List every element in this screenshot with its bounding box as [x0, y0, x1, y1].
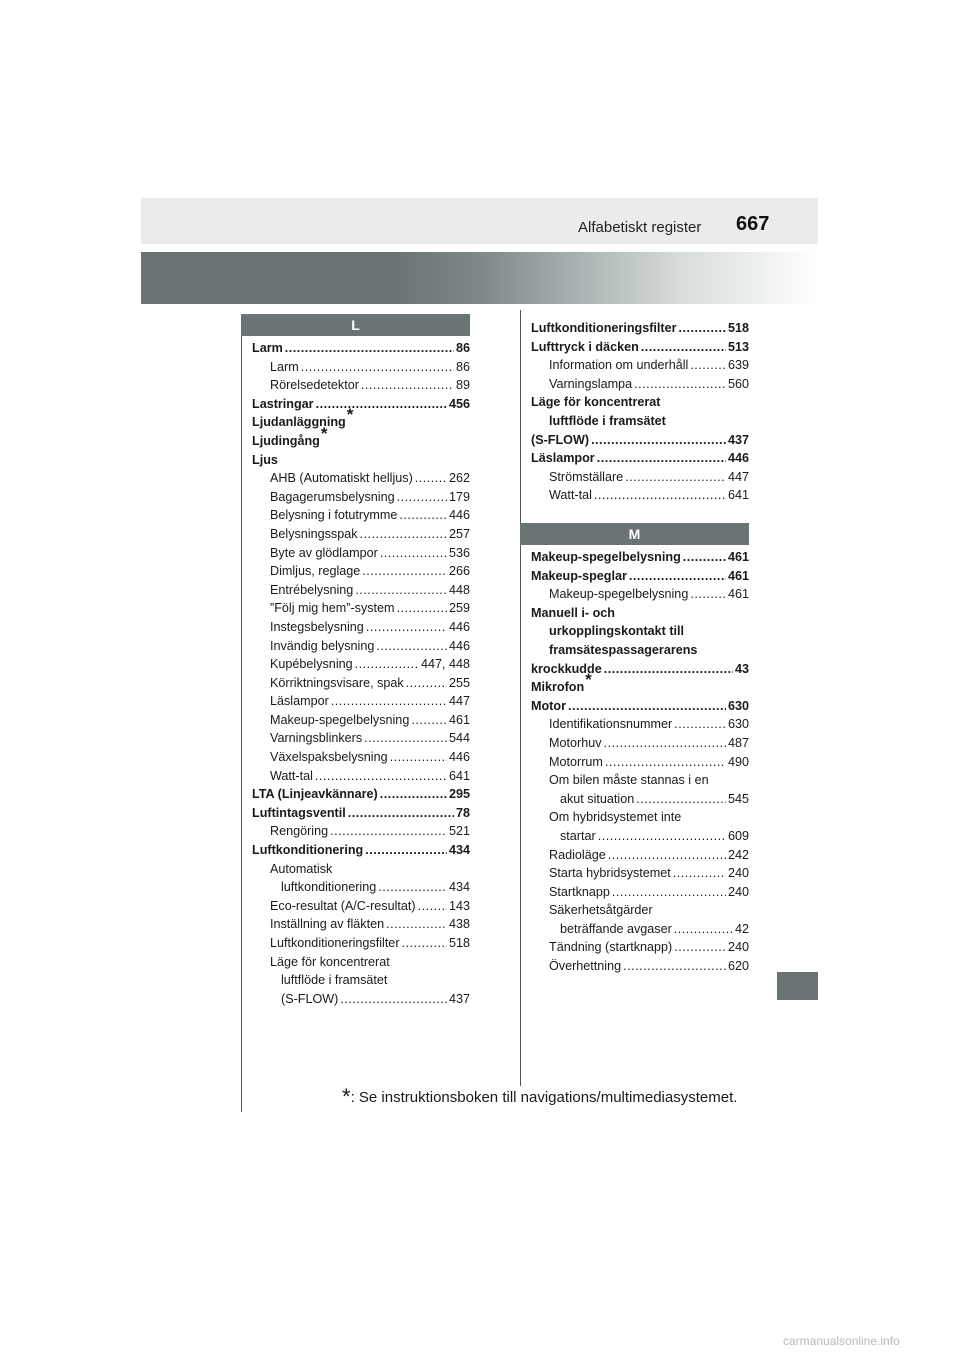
leader-dots	[348, 804, 454, 823]
index-entry	[531, 938, 749, 957]
leader-dots	[634, 375, 726, 394]
index-entry	[252, 506, 470, 525]
footnote	[342, 1082, 737, 1108]
index-entry	[531, 697, 749, 716]
index-entry	[252, 841, 470, 860]
leader-dots	[397, 599, 447, 618]
leader-dots	[568, 697, 726, 716]
leader-dots	[690, 356, 726, 375]
entry-page: 620	[727, 959, 749, 974]
entry-label: Information om underhåll	[549, 358, 689, 373]
leader-dots	[415, 469, 447, 488]
leader-dots	[623, 957, 726, 976]
index-entry	[252, 544, 470, 563]
entry-page: 487	[727, 735, 749, 750]
decorative-gradient-band	[141, 252, 818, 304]
column-divider-middle	[520, 310, 521, 1086]
index-entry	[252, 990, 470, 1009]
entry-label: Mikrofon	[531, 680, 585, 695]
entry-page: 78	[455, 805, 470, 820]
entry-label: Varningslampa	[549, 376, 633, 391]
entry-page: 560	[727, 376, 749, 391]
leader-dots	[378, 878, 447, 897]
entry-label: Ljudingång	[252, 433, 320, 448]
index-entry-text: Ljus	[252, 452, 278, 467]
entry-label: Luftkonditioneringsfilter	[270, 936, 400, 950]
index-entry	[252, 822, 470, 841]
index-entry	[531, 431, 749, 450]
index-entry	[252, 488, 470, 507]
entry-page: 86	[455, 341, 470, 355]
leader-dots	[330, 822, 447, 841]
page-number: 667	[736, 213, 770, 235]
entry-page: 544	[448, 731, 470, 746]
index-entry	[531, 920, 749, 939]
entry-label: Motor	[531, 698, 566, 713]
entry-page: 259	[448, 601, 470, 616]
index-entry	[531, 449, 749, 468]
leader-dots	[641, 338, 726, 357]
entry-label: Tändning (startknapp)	[549, 940, 673, 955]
watermark: carmanualsonline.info	[783, 1334, 900, 1348]
index-entry	[531, 375, 749, 394]
entry-page: 447	[448, 694, 470, 709]
index-entry	[531, 548, 749, 567]
index-entry	[252, 729, 470, 748]
index-entry	[531, 715, 749, 734]
entry-page: 536	[448, 545, 470, 560]
entry-page: 266	[448, 564, 470, 579]
entry-page: 446	[448, 638, 470, 653]
index-entry	[531, 827, 749, 846]
footnote-star-marker: *	[320, 423, 328, 443]
leader-dots	[380, 785, 447, 804]
entry-page: 240	[727, 866, 749, 881]
index-entry	[531, 790, 749, 809]
entry-page: 461	[727, 568, 749, 583]
leader-dots	[355, 581, 447, 600]
leader-dots	[605, 753, 726, 772]
entry-label: Eco-resultat (A/C-resultat)	[270, 898, 416, 913]
leader-dots	[366, 618, 447, 637]
index-column-right-l	[531, 319, 749, 505]
entry-label: Identifikationsnummer	[549, 717, 673, 732]
leader-dots	[597, 449, 726, 468]
index-column-left	[252, 339, 470, 1008]
entry-label: Entrébelysning	[270, 582, 354, 597]
leader-dots	[636, 790, 726, 809]
index-entry-text: framsätespassagerarens	[549, 642, 698, 657]
index-entry	[252, 934, 470, 953]
entry-label: Växelspaksbelysning	[270, 750, 388, 765]
leader-dots	[355, 655, 419, 674]
entry-page: 89	[455, 378, 470, 393]
entry-page: 242	[727, 847, 749, 862]
entry-page: 446	[448, 508, 470, 523]
entry-label: Startknapp	[549, 884, 610, 899]
entry-page: 461	[448, 712, 470, 727]
entry-label: Dimljus, reglage	[270, 564, 361, 579]
entry-label: beträffande avgaser	[560, 921, 672, 936]
leader-dots	[316, 395, 447, 414]
entry-page: 641	[727, 488, 749, 503]
header-band	[141, 198, 818, 244]
entry-page: 630	[727, 698, 749, 713]
index-entry	[531, 338, 749, 357]
index-entry	[252, 748, 470, 767]
index-entry-text: Läge för koncentrerat	[270, 954, 390, 969]
entry-label: (S-FLOW)	[531, 432, 590, 447]
index-entry	[531, 734, 749, 753]
leader-dots	[285, 339, 454, 358]
entry-page: 257	[448, 526, 470, 541]
entry-label: Körriktningsvisare, spak	[270, 675, 404, 690]
entry-page: 641	[448, 768, 470, 783]
index-entry-text: Läge för koncentrerat	[531, 395, 661, 410]
entry-label: Rörelsedetektor	[270, 378, 359, 393]
index-entry	[252, 692, 470, 711]
entry-label: Instegsbelysning	[270, 619, 364, 634]
entry-label: (S-FLOW)	[281, 991, 339, 1006]
leader-dots	[365, 841, 447, 860]
entry-page: 639	[727, 358, 749, 373]
index-entry	[252, 767, 470, 786]
entry-page: 513	[727, 339, 749, 354]
entry-label: LTA (Linjeavkännare)	[252, 787, 378, 802]
leader-dots	[386, 915, 447, 934]
entry-page: 518	[727, 321, 749, 335]
entry-page: 437	[727, 432, 749, 447]
leader-dots	[604, 660, 733, 679]
leader-dots	[380, 544, 447, 563]
index-entry	[252, 878, 470, 897]
index-entry	[252, 358, 470, 377]
entry-label: Invändig belysning	[270, 638, 375, 653]
entry-page: 545	[727, 791, 749, 806]
entry-label: Lufttryck i däcken	[531, 339, 639, 354]
entry-label: Rengöring	[270, 824, 329, 839]
leader-dots	[418, 897, 447, 916]
entry-label: Byte av glödlampor	[270, 545, 378, 560]
entry-page: 447, 448	[420, 657, 470, 672]
entry-page: 434	[448, 843, 470, 858]
index-entry	[531, 753, 749, 772]
entry-label: Luftkonditioneringsfilter	[531, 321, 677, 335]
index-entry	[252, 785, 470, 804]
leader-dots	[301, 358, 454, 377]
entry-label: Watt-tal	[549, 488, 592, 503]
leader-dots	[598, 827, 726, 846]
entry-label: Inställning av fläkten	[270, 917, 385, 932]
entry-page: 255	[448, 675, 470, 690]
entry-label: Motorrum	[549, 754, 603, 769]
index-entry-text: Om bilen måste stannas i en	[549, 773, 709, 788]
index-entry	[252, 897, 470, 916]
leader-dots	[361, 376, 454, 395]
index-entry	[531, 660, 749, 679]
index-entry	[252, 804, 470, 823]
index-entry	[531, 567, 749, 586]
entry-page: 438	[448, 917, 470, 932]
section-header-l: L	[241, 314, 470, 336]
entry-page: 609	[727, 828, 749, 843]
entry-label: Belysningsspak	[270, 526, 358, 541]
leader-dots	[399, 506, 447, 525]
index-entry	[531, 319, 749, 338]
leader-dots	[679, 319, 726, 338]
entry-page: 446	[448, 750, 470, 765]
leader-dots	[604, 734, 726, 753]
index-entry	[531, 883, 749, 902]
index-entry	[252, 637, 470, 656]
entry-label: Motorhuv	[549, 735, 602, 750]
entry-page: 446	[448, 619, 470, 634]
leader-dots	[340, 990, 447, 1009]
entry-label: Läslampor	[270, 694, 329, 709]
entry-label: Lastringar	[252, 396, 314, 411]
section-header-m: M	[520, 523, 749, 545]
entry-label: Belysning i fotutrymme	[270, 508, 398, 523]
leader-dots	[683, 548, 726, 567]
entry-label: Luftkonditionering	[252, 843, 364, 858]
entry-label: startar	[560, 828, 596, 843]
entry-page: 630	[727, 717, 749, 732]
entry-page: 461	[727, 587, 749, 602]
entry-page: 448	[448, 582, 470, 597]
entry-page: 86	[455, 359, 470, 374]
index-entry-text: Säkerhetsåtgärder	[549, 903, 653, 918]
index-entry	[531, 957, 749, 976]
leader-dots	[397, 488, 447, 507]
footnote-star: *	[342, 1084, 351, 1109]
leader-dots	[674, 920, 733, 939]
entry-page: 143	[448, 898, 470, 913]
leader-dots	[608, 846, 726, 865]
entry-label: Makeup-spegelbelysning	[531, 550, 681, 564]
entry-page: 447	[727, 469, 749, 484]
index-entry	[252, 525, 470, 544]
footnote-star-marker: *	[585, 669, 592, 689]
index-entry	[252, 395, 470, 414]
entry-page: 521	[448, 824, 470, 839]
leader-dots	[629, 567, 726, 586]
entry-page: 446	[727, 451, 749, 466]
entry-page: 456	[448, 396, 470, 411]
index-entry	[252, 711, 470, 730]
page-header-title: Alfabetiskt register	[578, 219, 702, 236]
leader-dots	[406, 674, 447, 693]
entry-page: 262	[448, 471, 470, 486]
leader-dots	[674, 938, 726, 957]
index-entry	[252, 339, 470, 358]
leader-dots	[390, 748, 447, 767]
leader-dots	[362, 562, 447, 581]
footnote-star-marker: *	[346, 405, 354, 425]
entry-page: 518	[448, 936, 470, 950]
entry-label: Varningsblinkers	[270, 731, 363, 746]
index-entry	[531, 669, 749, 697]
leader-dots	[364, 729, 447, 748]
entry-page: 461	[727, 550, 749, 564]
index-entry	[252, 376, 470, 395]
index-entry	[252, 423, 470, 451]
entry-label: Kupébelysning	[270, 657, 353, 672]
leader-dots	[674, 715, 726, 734]
entry-label: Larm	[252, 341, 283, 355]
leader-dots	[612, 883, 726, 902]
index-entry-text: Automatisk	[270, 861, 333, 876]
index-entry	[531, 864, 749, 883]
index-entry	[531, 356, 749, 375]
leader-dots	[690, 585, 726, 604]
index-entry	[252, 915, 470, 934]
entry-page: 43	[734, 661, 749, 676]
leader-dots	[591, 431, 726, 450]
index-entry	[531, 468, 749, 487]
index-entry-text: luftflöde i framsätet	[549, 413, 666, 428]
entry-page: 437	[448, 991, 470, 1006]
index-entry	[252, 562, 470, 581]
footnote-text: : Se instruktionsboken till navigations/multimediasystemet.	[350, 1089, 738, 1106]
index-entry	[252, 674, 470, 693]
column-divider-left	[241, 330, 242, 1112]
index-entry	[531, 585, 749, 604]
leader-dots	[673, 864, 726, 883]
entry-label: krockkudde	[531, 661, 602, 676]
index-entry	[252, 618, 470, 637]
entry-label: Makeup-speglar	[531, 568, 627, 583]
index-entry-text: luftflöde i framsätet	[281, 973, 388, 988]
leader-dots	[625, 468, 726, 487]
entry-page: 240	[727, 940, 749, 955]
entry-page: 240	[727, 884, 749, 899]
entry-label: Starta hybridsystemet	[549, 866, 671, 881]
index-entry-text: urkopplingskontakt till	[549, 624, 685, 639]
entry-label: luftkonditionering	[281, 880, 377, 895]
index-entry	[531, 486, 749, 505]
index-entry	[531, 846, 749, 865]
entry-label: Radioläge	[549, 847, 606, 862]
entry-page: 490	[727, 754, 749, 769]
entry-label: Watt-tal	[270, 768, 313, 783]
index-entry	[252, 655, 470, 674]
leader-dots	[331, 692, 447, 711]
leader-dots	[594, 486, 726, 505]
leader-dots	[402, 934, 447, 953]
entry-label: Överhettning	[549, 959, 622, 974]
entry-page: 434	[448, 880, 470, 895]
index-entry	[252, 405, 470, 432]
index-column-right-m	[531, 548, 749, 976]
entry-label: Luftintagsventil	[252, 805, 346, 820]
entry-label: Makeup-spegelbelysning	[549, 587, 689, 602]
leader-dots	[315, 767, 447, 786]
leader-dots	[411, 711, 447, 730]
index-entry	[252, 599, 470, 618]
entry-label: Makeup-spegelbelysning	[270, 712, 410, 727]
index-entry	[252, 581, 470, 600]
entry-label: Larm	[270, 359, 299, 374]
index-entry-text: Manuell i- och	[531, 605, 615, 620]
entry-label: Bagagerumsbelysning	[270, 489, 395, 504]
entry-label: akut situation	[560, 791, 635, 806]
entry-page: 42	[734, 921, 749, 936]
leader-dots	[376, 637, 447, 656]
entry-label: Läslampor	[531, 451, 595, 466]
entry-label: Ljudanläggning	[252, 415, 346, 430]
entry-label: Strömställare	[549, 469, 624, 484]
entry-page: 179	[448, 489, 470, 504]
chapter-side-tab	[777, 972, 818, 1000]
index-entry	[252, 469, 470, 488]
entry-label: ”Följ mig hem”-system	[270, 601, 395, 616]
index-entry-text: Om hybridsystemet inte	[549, 810, 682, 825]
leader-dots	[360, 525, 447, 544]
entry-label: AHB (Automatiskt helljus)	[270, 471, 413, 486]
entry-page: 295	[448, 787, 470, 802]
